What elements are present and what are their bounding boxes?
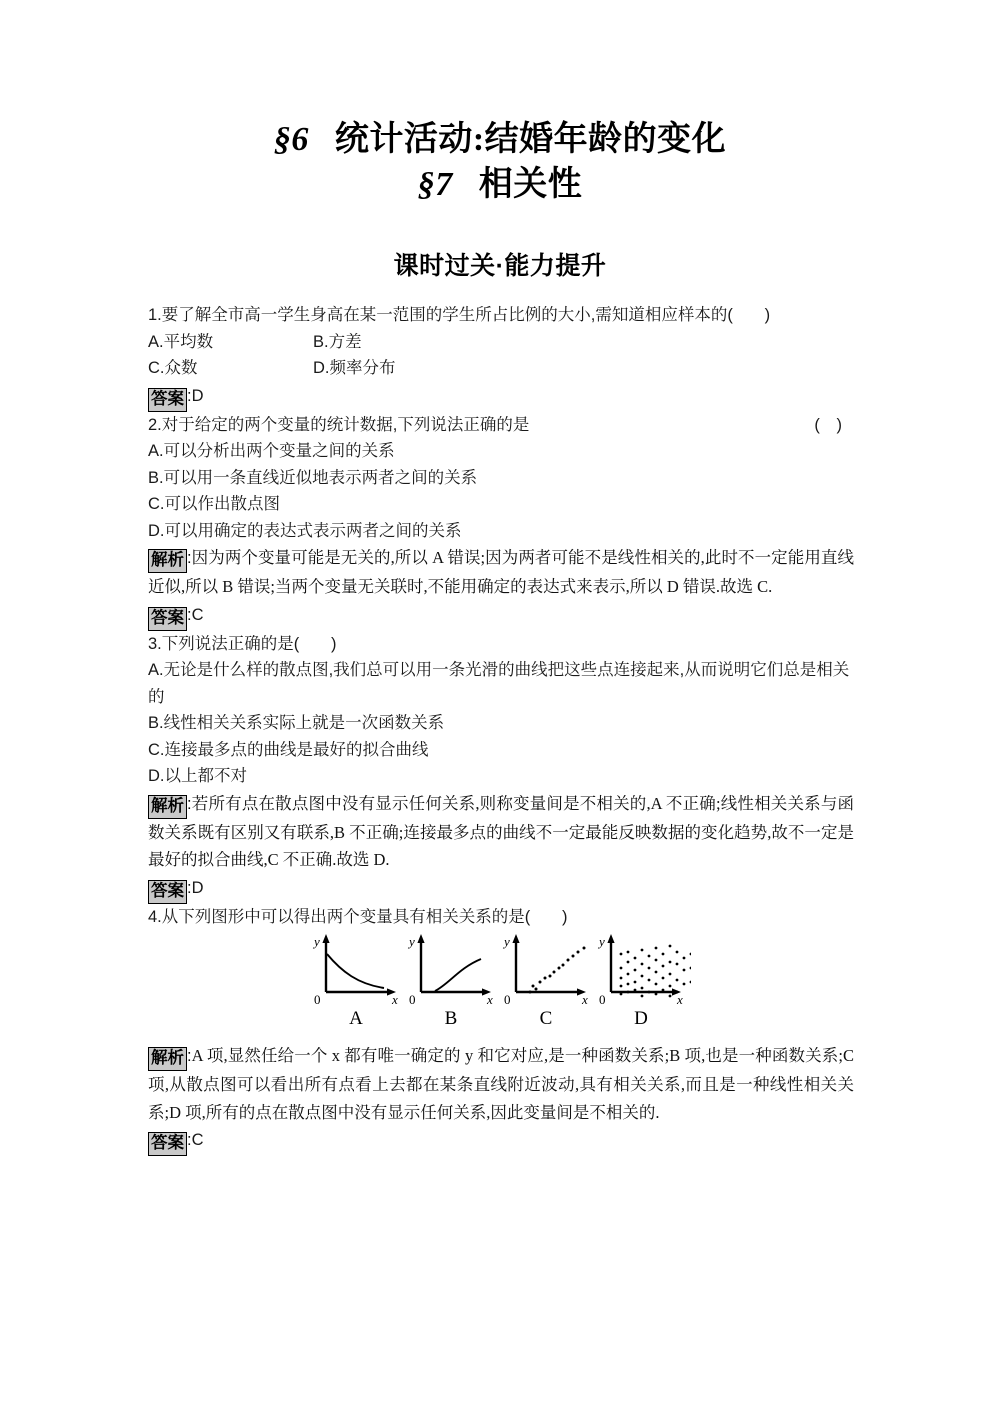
answer-label: 答案 xyxy=(148,607,187,631)
svg-text:y: y xyxy=(504,934,510,949)
answer-label: 答案 xyxy=(148,388,187,412)
svg-text:x: x xyxy=(487,992,493,1006)
question-4-answer-line xyxy=(148,1127,854,1156)
question-1-option-c[interactable]: C.众数 xyxy=(148,359,198,377)
answer-colon: : xyxy=(187,1131,192,1149)
question-2-stem xyxy=(148,412,854,439)
subtitle: 课时过关·能力提升 xyxy=(393,251,607,280)
question-2-answer-value: C xyxy=(191,605,204,624)
analysis-colon: : xyxy=(187,1047,192,1065)
analysis-label: 解析 xyxy=(148,1047,187,1071)
question-3-option-d[interactable]: D.以上都不对 xyxy=(148,767,247,785)
analysis-colon: : xyxy=(187,549,192,567)
question-2-option-a[interactable]: A.可以分析出两个变量之间的关系 xyxy=(148,442,395,460)
question-4-stem-text: 4.从下列图形中可以得出两个变量具有相关关系的是( xyxy=(148,907,531,926)
question-2-option-b[interactable]: B.可以用一条直线近似地表示两者之间的关系 xyxy=(148,468,478,487)
svg-text:0: 0 xyxy=(314,992,321,1006)
svg-text:y: y xyxy=(314,934,320,949)
question-2-stem-paren: ( ) xyxy=(814,415,848,434)
title-line-2 xyxy=(0,163,1000,208)
question-3-answer-line xyxy=(148,875,854,904)
question-4-analysis-text: A 项,显然任给一个 x 都有唯一确定的 y 和它对应,是一种函数关系;B 项,也是一种函数关系;C 项,从散点图可以看出所有点看上去都在某条直线附近波动,具有相关关系,而且是一种线性相关关系;D 项,所有的点在散点图中没有显示任何关系,因此变量间是不相关的. xyxy=(148,1046,854,1122)
question-3-option-c[interactable]: C.连接最多点的曲线是最好的拟合曲线 xyxy=(148,740,429,759)
question-2-answer-line xyxy=(148,602,854,631)
answer-label: 答案 xyxy=(148,1132,187,1156)
figure-option-b[interactable] xyxy=(401,934,501,1042)
title-block xyxy=(0,0,1000,282)
svg-text:x: x xyxy=(677,992,683,1006)
figure-option-d[interactable] xyxy=(591,934,691,1042)
question-2 xyxy=(148,412,854,631)
question-3-analysis xyxy=(148,790,854,874)
svg-text:y: y xyxy=(599,934,605,949)
scatter-points-random xyxy=(620,945,691,998)
question-4-stem xyxy=(148,904,854,931)
svg-text:x: x xyxy=(392,992,398,1006)
question-2-option-d[interactable]: D.可以用确定的表达式表示两者之间的关系 xyxy=(148,521,462,540)
question-2-analysis-text: 因为两个变量可能是无关的,所以 A 错误;因为两者可能不是线性相关的,此时不一定能用直线近似,所以 B 错误;当两个变量无关联时,不能用确定的表达式来表示,所以 D 错误.故选 C. xyxy=(148,548,854,596)
figure-label-a: A xyxy=(349,1008,363,1029)
question-1-option-b[interactable]: B.方差 xyxy=(313,332,362,351)
answer-colon: : xyxy=(187,605,192,624)
question-3-stem xyxy=(148,631,854,658)
question-2-stem-text: 2.对于给定的两个变量的统计数据,下列说法正确的是 xyxy=(148,415,530,434)
figure-label-b: B xyxy=(444,1008,458,1029)
question-1-stem-paren: ) xyxy=(764,306,771,324)
figure-label-d: D xyxy=(634,1008,648,1029)
answer-label: 答案 xyxy=(148,880,187,904)
question-1-answer-value: D xyxy=(191,386,204,405)
question-3 xyxy=(148,631,854,904)
question-1-option-d[interactable]: D.频率分布 xyxy=(313,359,396,377)
question-3-answer-value: D xyxy=(191,878,204,897)
section-mark-7: §7 xyxy=(417,165,453,203)
figure-label-c: C xyxy=(539,1008,553,1029)
question-3-option-b[interactable]: B.线性相关关系实际上就是一次函数关系 xyxy=(148,714,445,732)
analysis-label: 解析 xyxy=(148,795,187,819)
question-3-stem-text: 3.下列说法正确的是( xyxy=(148,634,300,653)
question-4-analysis xyxy=(148,1042,854,1126)
svg-text:0: 0 xyxy=(599,992,606,1006)
svg-text:x: x xyxy=(582,992,588,1006)
question-1-answer-line xyxy=(148,383,854,412)
question-1 xyxy=(148,302,854,412)
svg-text:y: y xyxy=(409,934,415,949)
question-1-option-a[interactable]: A.平均数 xyxy=(148,332,214,351)
question-3-option-a[interactable]: A.无论是什么样的散点图,我们总可以用一条光滑的曲线把这些点连接起来,从而说明它们总是相关的 xyxy=(148,661,850,706)
section-title-6: 统计活动:结婚年龄的变化 xyxy=(334,121,727,158)
scatter-points-linear xyxy=(529,947,586,994)
question-4 xyxy=(148,904,854,1157)
section-title-7: 相关性 xyxy=(478,165,583,203)
analysis-colon: : xyxy=(187,794,192,813)
analysis-label: 解析 xyxy=(148,549,187,573)
figure-option-a[interactable] xyxy=(306,934,406,1042)
figure-option-c[interactable] xyxy=(496,934,596,1042)
question-4-answer-value: C xyxy=(191,1131,204,1149)
question-1-stem-text: 1.要了解全市高一学生身高在某一范围的学生所占比例的大小,需知道相应样本的( xyxy=(148,306,733,324)
question-3-stem-paren: ) xyxy=(331,634,337,653)
question-1-stem xyxy=(148,302,854,329)
section-mark-6: §6 xyxy=(273,121,309,158)
question-4-figures xyxy=(298,934,854,1042)
question-2-analysis xyxy=(148,544,854,601)
answer-colon: : xyxy=(187,878,192,897)
answer-colon: : xyxy=(187,386,192,405)
question-1-options-row-2 xyxy=(148,355,854,382)
svg-text:0: 0 xyxy=(504,992,511,1006)
title-line-1 xyxy=(0,118,1000,163)
questions-content xyxy=(148,302,854,1156)
question-1-options-row-1 xyxy=(148,329,854,356)
question-3-analysis-text: 若所有点在散点图中没有显示任何关系,则称变量间是不相关的,A 不正确;线性相关关系与函数关系既有区别又有联系,B 不正确;连接最多点的曲线不一定最能反映数据的变化趋势,故不一定是最好的拟合曲线,C 不正确.故选 D. xyxy=(148,793,854,869)
question-4-stem-paren: ) xyxy=(562,907,568,926)
svg-text:0: 0 xyxy=(409,992,416,1006)
question-2-option-c[interactable]: C.可以作出散点图 xyxy=(148,495,280,513)
